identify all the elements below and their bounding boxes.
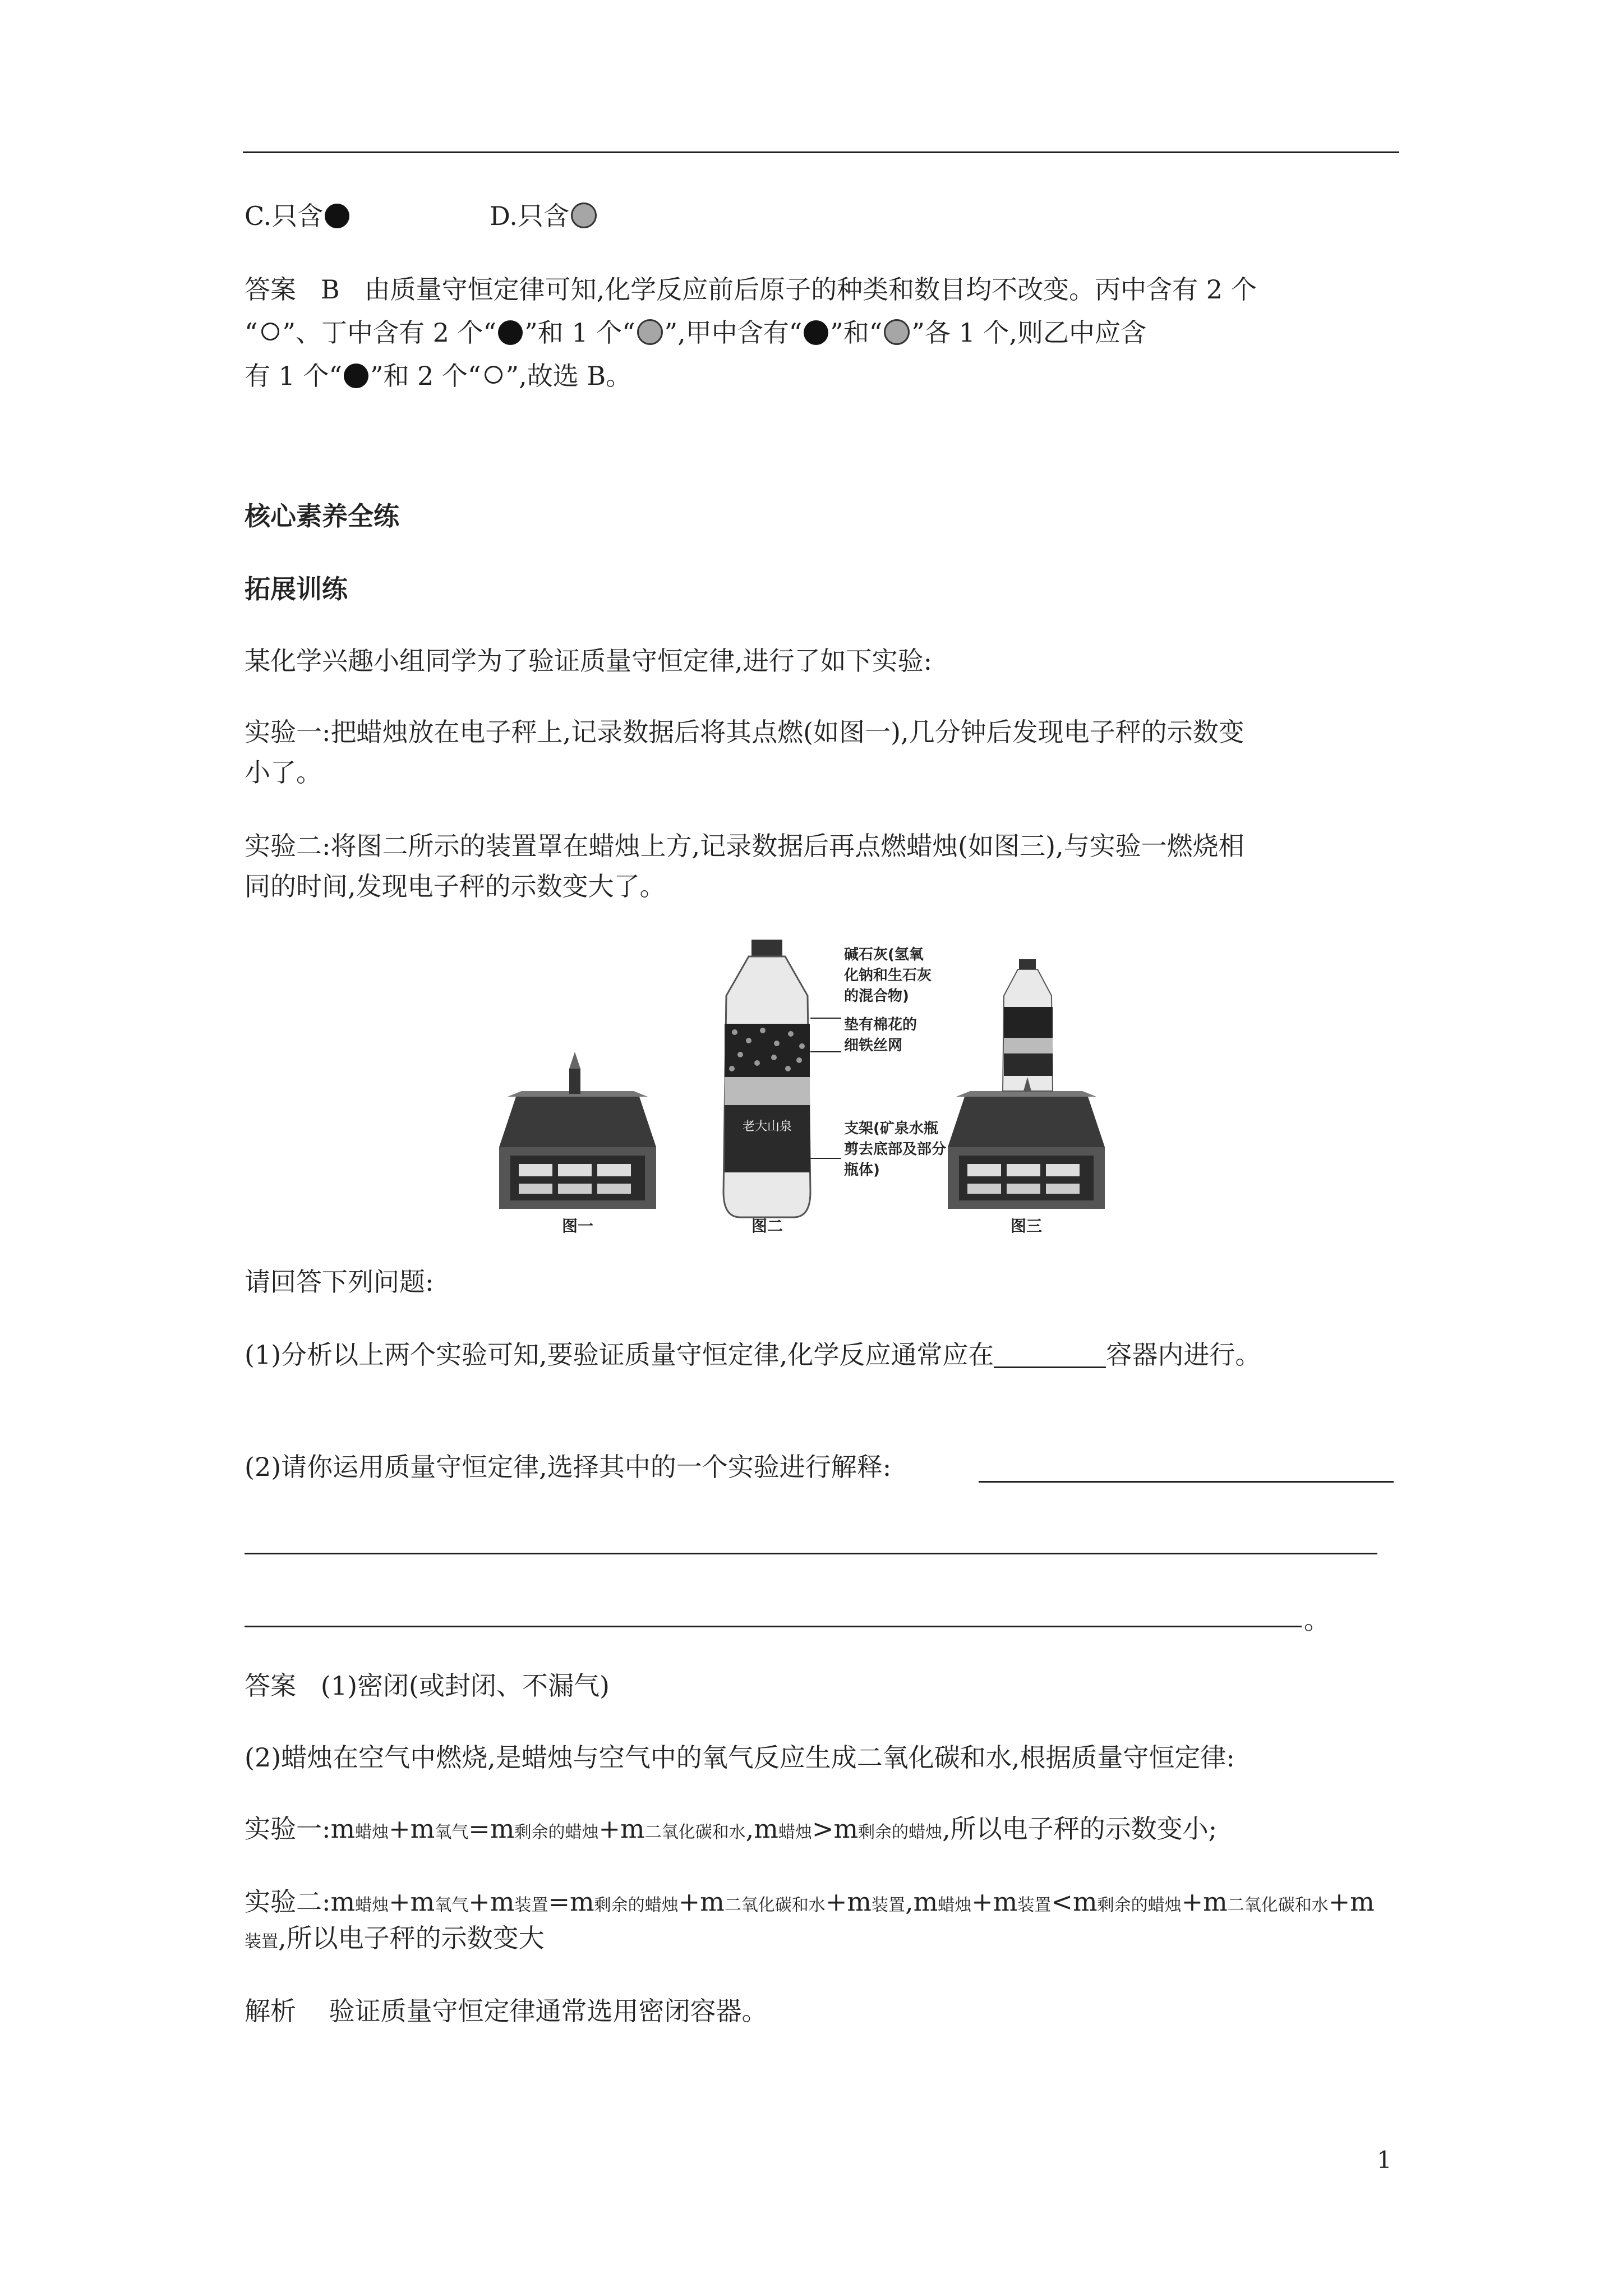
white-atom-icon	[261, 323, 279, 341]
quote-text: “	[245, 318, 258, 348]
intro-text: 某化学兴趣小组同学为了验证质量守恒定律,进行了如下实验:	[245, 646, 933, 676]
callout-text: 碱石灰(氢氧	[844, 946, 924, 963]
mass-symbol: m	[847, 1887, 872, 1917]
operator: +	[825, 1887, 847, 1917]
mass-symbol: m	[1350, 1887, 1375, 1917]
answer-line[interactable]	[245, 1553, 1377, 1554]
answer-line[interactable]	[245, 1626, 1302, 1627]
section-subtitle: 拓展训练	[245, 574, 348, 604]
callout-text: 的混合物)	[844, 988, 909, 1005]
figure-label-1: 图一	[561, 1217, 594, 1235]
subscript: 二氧化碳和水	[724, 1895, 826, 1915]
black-atom-icon	[498, 320, 523, 345]
figure-label-3: 图三	[1010, 1217, 1043, 1235]
mass-symbol: m	[410, 1814, 435, 1844]
operator: +	[389, 1887, 411, 1917]
mass-symbol: m	[1203, 1887, 1228, 1917]
experiment-2-equation-cont	[245, 1921, 545, 1959]
subscript: 氧气	[435, 1823, 469, 1842]
option-d	[490, 199, 598, 233]
subscript: 蜡烛	[355, 1895, 389, 1915]
answer-label: 答案	[245, 1671, 296, 1701]
equation-prefix: 实验二:	[245, 1887, 331, 1917]
mass-symbol: m	[913, 1887, 938, 1917]
subscript: 蜡烛	[355, 1823, 389, 1842]
operator: =	[548, 1887, 570, 1917]
figure-label-2: 图二	[751, 1217, 783, 1235]
mass-symbol: m	[620, 1814, 645, 1844]
mass-symbol: m	[490, 1814, 515, 1844]
callout-text: 剪去底部及部分	[844, 1141, 947, 1158]
subscript: 蜡烛	[938, 1895, 972, 1915]
subscript: 氧气	[435, 1895, 469, 1915]
subscript: 装置	[514, 1895, 548, 1915]
gray-atom-icon	[637, 319, 663, 345]
subscript: 剩余的蜡烛	[594, 1895, 679, 1915]
mass-symbol: m	[570, 1887, 594, 1917]
subscript: 剩余的蜡烛	[858, 1823, 943, 1842]
subscript: 装置	[245, 1932, 278, 1952]
answer1-line2	[245, 316, 1146, 349]
answer-blank[interactable]	[994, 1344, 1106, 1368]
operator: +	[1181, 1887, 1204, 1917]
analysis-text: 验证质量守恒定律通常选用密闭容器。	[329, 1996, 768, 2026]
mass-symbol: m	[330, 1887, 356, 1917]
subscript: 装置	[871, 1895, 905, 1915]
answer-text: (1)密闭(或封闭、不漏气)	[320, 1671, 610, 1701]
operator: +	[468, 1887, 490, 1917]
question-2-text: (2)请你运用质量守恒定律,选择其中的一个实验进行解释:	[245, 1452, 892, 1482]
operator: ,	[745, 1814, 754, 1844]
callout-text: 垫有棉花的	[844, 1016, 917, 1033]
subscript: 剩余的蜡烛	[1097, 1895, 1182, 1915]
callout-text: 化钠和生石灰	[844, 967, 932, 984]
operator: +	[1328, 1887, 1350, 1917]
answer-text: ”,故选 B。	[505, 361, 632, 391]
equation-tail: ,所以电子秤的示数变大	[278, 1923, 545, 1953]
question-2	[245, 1450, 891, 1484]
answer-text: ”和“	[830, 318, 883, 348]
operator: +	[598, 1814, 621, 1844]
bottle-apparatus	[723, 940, 946, 1217]
answer-label: 答案	[245, 274, 296, 305]
operator: +	[389, 1814, 411, 1844]
subscript: 蜡烛	[778, 1823, 812, 1842]
answer-text: ”,甲中含有“	[664, 318, 803, 348]
analysis-label: 解析	[245, 1996, 296, 2026]
subscript: 二氧化碳和水	[1227, 1895, 1329, 1915]
subscript: 剩余的蜡烛	[514, 1823, 599, 1842]
mass-symbol: m	[993, 1887, 1018, 1917]
black-atom-icon	[804, 320, 828, 345]
mass-symbol: m	[754, 1814, 778, 1844]
mass-symbol: m	[833, 1814, 859, 1844]
black-atom-icon	[325, 204, 349, 228]
answer1-line1	[245, 273, 1257, 306]
section-title: 核心素养全练	[245, 501, 399, 531]
experiment-1-equation	[245, 1812, 1217, 1849]
scale-figure-3	[948, 959, 1105, 1209]
question-1-text: (1)分析以上两个实验可知,要验证质量守恒定律,化学反应通常应在	[245, 1340, 994, 1370]
subscript: 装置	[1017, 1895, 1052, 1915]
scale-figure-1	[499, 1052, 656, 1209]
answer2-line2: (2)蜡烛在空气中燃烧,是蜡烛与空气中的氧气反应生成二氧化碳和水,根据质量守恒定律:	[245, 1742, 1235, 1773]
exp1-line1: 实验一:把蜡烛放在电子秤上,记录数据后将其点燃(如图一),几分钟后发现电子秤的示数变	[245, 717, 1244, 747]
answer-choice: B	[320, 274, 340, 305]
answer-text: 有 1 个“	[245, 361, 343, 391]
answer2-line1	[245, 1669, 610, 1703]
answer-text: ”和 2 个“	[370, 361, 481, 391]
mass-symbol: m	[700, 1887, 725, 1917]
answer1-line3	[245, 359, 631, 393]
gray-atom-icon	[884, 319, 910, 345]
callout-text: 瓶体)	[844, 1162, 880, 1179]
operator: ,	[905, 1887, 914, 1917]
operator: +	[678, 1887, 700, 1917]
white-atom-icon	[485, 366, 502, 384]
gray-atom-icon	[571, 203, 597, 228]
page-number: 1	[1377, 2146, 1392, 2174]
equation-tail: ,所以电子秤的示数变小;	[942, 1814, 1218, 1844]
operator: =	[468, 1814, 490, 1844]
question-1	[245, 1338, 1261, 1372]
analysis	[245, 1994, 768, 2028]
mass-symbol: m	[410, 1887, 435, 1917]
mass-symbol: m	[330, 1814, 356, 1844]
mass-symbol: m	[1072, 1887, 1098, 1917]
option-c-text: C.只含	[245, 201, 324, 231]
subscript: 二氧化碳和水	[644, 1823, 746, 1842]
answer-line-end: 。	[1304, 1605, 1330, 1635]
question-1-text-end: 容器内进行。	[1106, 1340, 1261, 1370]
operator: +	[971, 1887, 993, 1917]
mass-symbol: m	[490, 1887, 515, 1917]
exp2-line1: 实验二:将图二所示的装置罩在蜡烛上方,记录数据后再点燃蜡烛(如图三),与实验一燃烧相	[245, 831, 1244, 861]
option-d-text: D.只含	[490, 201, 569, 231]
questions-prompt: 请回答下列问题:	[245, 1267, 434, 1297]
experiment-2-equation	[245, 1885, 1375, 1922]
bottle-brand: 老大山泉	[742, 1120, 792, 1134]
callout-text: 支架(矿泉水瓶	[844, 1120, 938, 1137]
callout-text: 细铁丝网	[844, 1037, 903, 1054]
operator: >	[811, 1814, 834, 1844]
header-rule	[243, 151, 1399, 153]
experiment-figure	[494, 934, 1122, 1237]
operator: <	[1051, 1887, 1073, 1917]
exp1-line2: 小了。	[245, 757, 322, 788]
answer-text: ”、丁中含有 2 个“	[282, 318, 497, 348]
answer-text: ”各 1 个,则乙中应含	[911, 318, 1146, 348]
answer-line[interactable]	[979, 1481, 1394, 1483]
answer-text: ”和 1 个“	[524, 318, 635, 348]
option-c	[245, 199, 351, 233]
equation-prefix: 实验一:	[245, 1814, 331, 1844]
exp2-line2: 同的时间,发现电子秤的示数变大了。	[245, 871, 666, 901]
answer-text: 由质量守恒定律可知,化学反应前后原子的种类和数目均不改变。丙中含有 2 个	[364, 274, 1257, 305]
black-atom-icon	[344, 364, 368, 388]
